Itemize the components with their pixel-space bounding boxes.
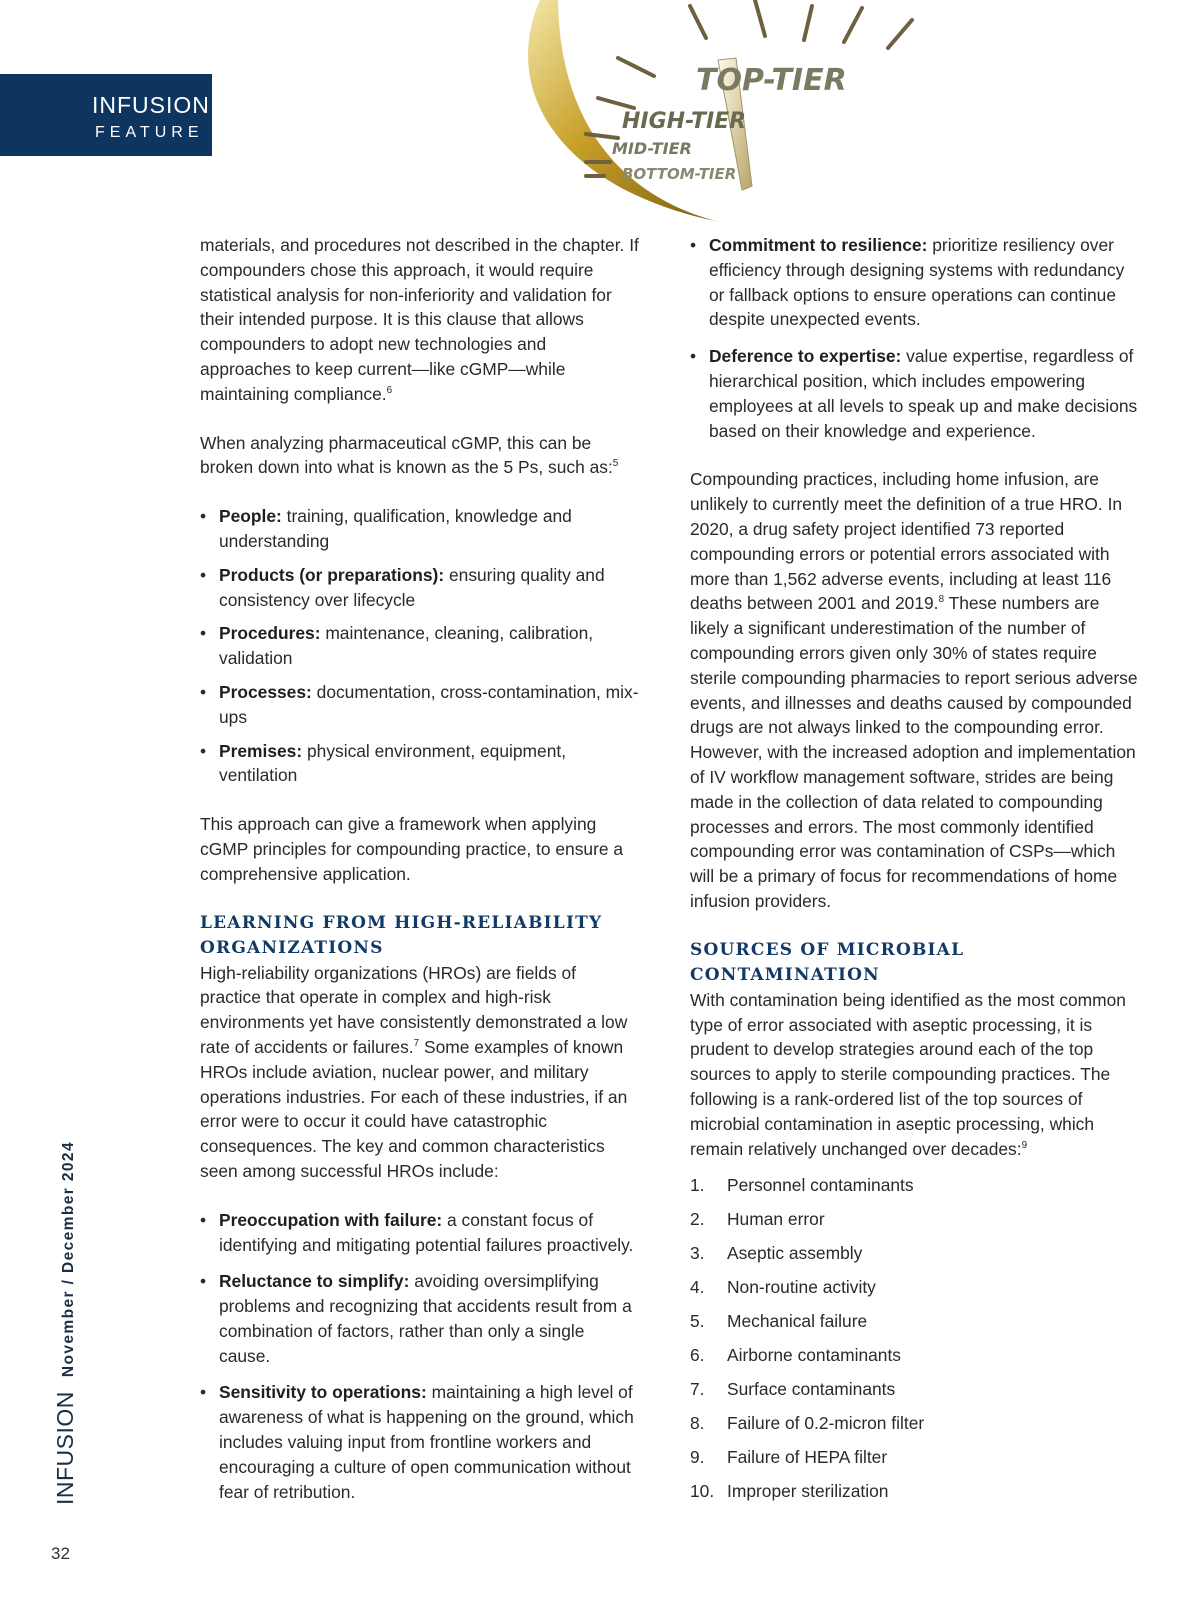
list-item: • People: training, qualification, knowledge and understanding xyxy=(200,504,640,554)
right-column xyxy=(690,233,1140,1513)
reference-superscript: 7 xyxy=(413,1037,420,1049)
list-item: 5. Mechanical failure xyxy=(690,1311,868,1332)
section-label: FEATURE xyxy=(95,124,204,141)
section-heading: LEARNING FROM HIGH-RELIABILITY ORGANIZATIONS xyxy=(200,912,603,958)
list-item: • Commitment to resilience: prioritize resiliency over efficiency through designing systems with redundancy or fallback options to ensure operations can continue despite unexpected events. xyxy=(690,233,1140,332)
hro-traits-list xyxy=(200,1208,640,1505)
five-ps-list xyxy=(200,504,640,788)
vertical-footer xyxy=(52,1141,79,1505)
list-item: 2. Human error xyxy=(690,1209,825,1230)
list-item: • Procedures: maintenance, cleaning, calibration, validation xyxy=(200,621,640,671)
paragraph: High-reliability organizations (HROs) are fields of practice that operate in complex and high-risk environments yet have consistently demonstrated a low rate of accidents or failures.$^7$ Some examples of known HROs include aviation, nuclear power, and military operations industries. For each of these industries, if an error were to occur it could have catastrophic consequences. The key and common characteristics seen among successful HROs include: xyxy=(200,962,628,1181)
tier-label-high: HIGH-TIER xyxy=(622,109,747,134)
page-number: 32 xyxy=(51,1544,70,1563)
tier-gauge-graphic xyxy=(500,0,960,230)
list-item: • Preoccupation with failure: a constant focus of identifying and mitigating potential failures proactively. xyxy=(200,1208,640,1258)
contamination-sources-list xyxy=(690,1173,1140,1504)
magazine-logo: INFUSION xyxy=(92,92,210,118)
reference-superscript: 6 xyxy=(386,384,393,396)
paragraph: materials, and procedures not described in the chapter. If compounders chose this approach, it would require statistical analysis for non-inferiority and validation for their intended purpose. It is this clause that allows compounders to adopt new technologies and approaches to keep current—like cGMP—while maintaining compliance.$^6$ xyxy=(200,235,639,404)
magazine-header-block xyxy=(0,74,212,156)
list-item: • Premises: physical environment, equipment, ventilation xyxy=(200,739,640,789)
reference-superscript: 5 xyxy=(612,458,619,470)
reference-superscript: 8 xyxy=(938,594,945,606)
list-item: 8. Failure of 0.2-micron filter xyxy=(690,1413,925,1434)
footer-logo: INFUSION xyxy=(52,1391,78,1505)
list-item: 4. Non-routine activity xyxy=(690,1277,876,1298)
tier-label-top: TOP-TIER xyxy=(696,63,847,98)
list-item: • Products (or preparations): ensuring quality and consistency over lifecycle xyxy=(200,563,640,613)
list-item: 3. Aseptic assembly xyxy=(690,1243,863,1264)
list-item: • Deference to expertise: value expertise, regardless of hierarchical position, which includes empowering employees at all levels to speak up and make decisions based on their knowledge and experience. xyxy=(690,344,1140,443)
reference-superscript: 9 xyxy=(1021,1139,1028,1151)
left-column xyxy=(200,233,640,1528)
issue-date: November / December 2024 xyxy=(60,1141,77,1378)
paragraph: This approach can give a framework when applying cGMP principles for compounding practice, to ensure a comprehensive application. xyxy=(200,814,624,884)
list-item: 7. Surface contaminants xyxy=(690,1379,896,1400)
list-item: 10. Improper sterilization xyxy=(690,1481,889,1502)
list-item: 9. Failure of HEPA filter xyxy=(690,1447,888,1468)
list-item: • Processes: documentation, cross-contamination, mix-ups xyxy=(200,680,640,730)
tier-label-bottom: BOTTOM-TIER xyxy=(622,165,737,183)
list-item: 1. Personnel contaminants xyxy=(690,1175,914,1196)
list-item: • Reluctance to simplify: avoiding oversimplifying problems and recognizing that accidents result from a combination of factors, rather than only a single cause. xyxy=(200,1269,640,1368)
list-item: 6. Airborne contaminants xyxy=(690,1345,901,1366)
list-item: • Sensitivity to operations: maintaining a high level of awareness of what is happening on the ground, which includes valuing input from frontline workers and encouraging a culture of open communication without fear of retribution. xyxy=(200,1380,640,1504)
hro-traits-list-continued xyxy=(690,233,1140,443)
paragraph: Compounding practices, including home infusion, are unlikely to currently meet the definition of a true HRO. In 2020, a drug safety project identified 73 reported compounding errors or potential errors associated with more than 1,562 adverse events, including at least 116 deaths between 2001 and 2019.$^8$ These numbers are likely a significant underestimation of the number of compounding errors given only 30% of states require sterile compounding pharmacies to report serious adverse events, and illnesses and deaths caused by compounded drugs are not always linked to the compounding error. However, with the increased adoption and implementation of IV workflow management software, strides are being made in the collection of data related to compounding processes and errors. The most commonly identified compounding error was contamination of CSPs—which will be a primary of focus for recommendations of home infusion providers. xyxy=(690,469,1138,911)
paragraph: When analyzing pharmaceutical cGMP, this can be broken down into what is known as the 5 Ps, such as:$^5$ xyxy=(200,432,619,478)
tier-label-mid: MID-TIER xyxy=(612,139,692,158)
paragraph: With contamination being identified as the most common type of error associated with aseptic processing, it is prudent to develop strategies around each of the top sources to apply to sterile compounding practices. The following is a rank-ordered list of the top sources of microbial contamination in aseptic processing, which remain relatively unchanged over decades:$^9$ xyxy=(690,989,1126,1159)
section-heading: SOURCES OF MICROBIAL CONTAMINATION xyxy=(690,939,965,985)
